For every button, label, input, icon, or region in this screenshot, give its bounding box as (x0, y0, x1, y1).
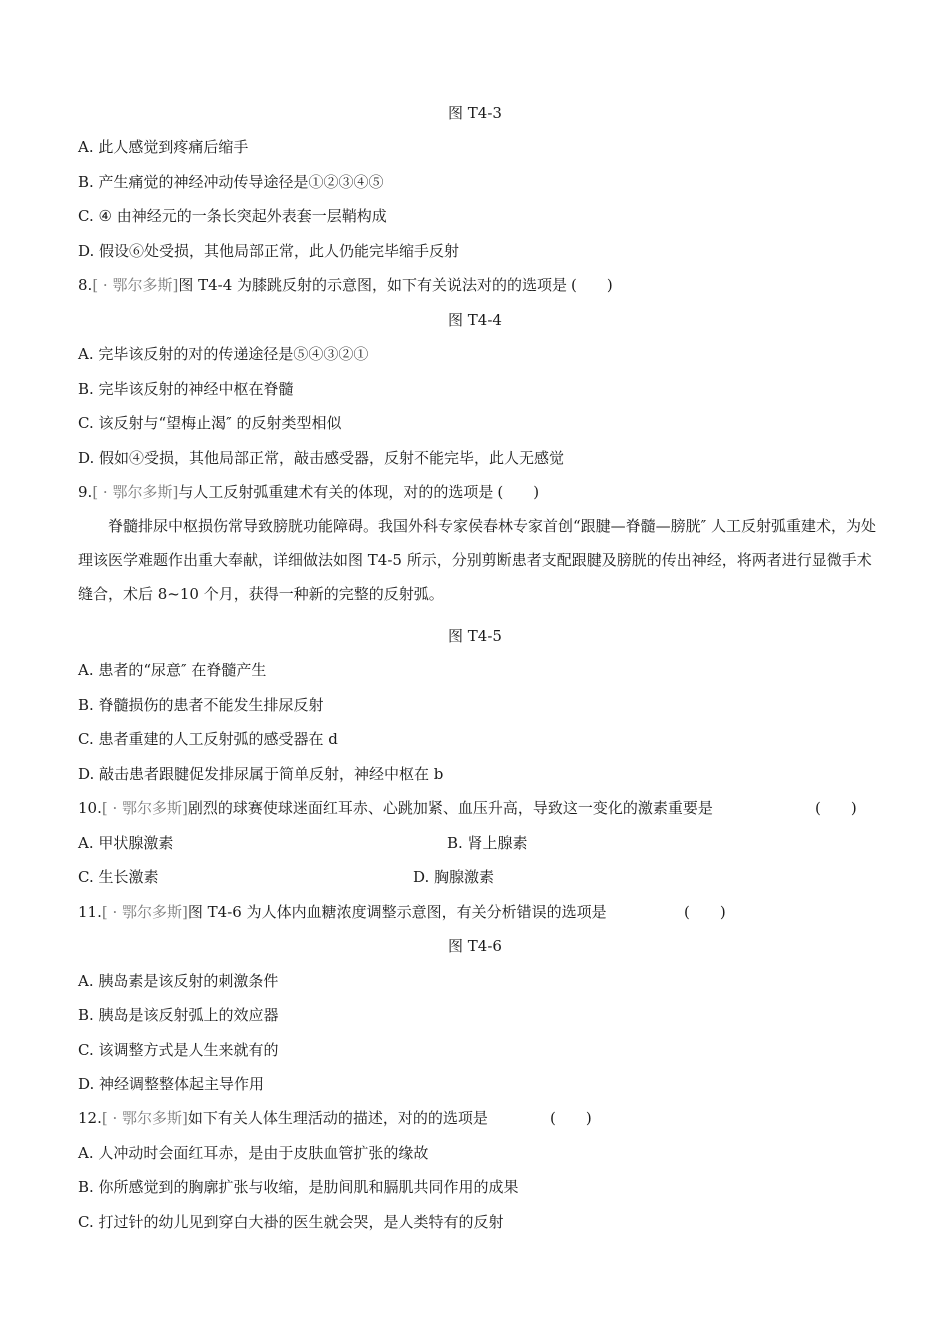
q11-answer-bracket: ( ) (684, 903, 726, 921)
figure-caption-t4-6: 图 T4-6 (448, 937, 502, 955)
q11-option-c: C. 该调整方式是人生来就有的 (78, 1041, 279, 1059)
question-number: 9. (78, 483, 93, 501)
answer-bracket: ( ) (497, 483, 540, 501)
q8-stem (78, 275, 613, 295)
question-source: [ · 鄂尔多斯] (101, 903, 188, 921)
q10-answer-bracket: ( ) (815, 799, 857, 817)
q10-stem (78, 798, 713, 818)
q11-stem (78, 902, 607, 922)
q8-option-c: C. 该反射与“望梅止渴″ 的反射类型相似 (78, 414, 342, 432)
question-text: 图 T4-6 为人体内血糖浓度调整示意图，有关分析错误的选项是 (187, 903, 607, 921)
q9-option-d: D. 敲击患者跟腱促发排尿属于简单反射，神经中枢在 b (78, 765, 444, 783)
answer-bracket: ( ) (571, 276, 613, 294)
q11-option-b: B. 胰岛是该反射弧上的效应器 (78, 1006, 279, 1024)
q11-option-d: D. 神经调整整体起主导作用 (78, 1075, 265, 1093)
q12-option-c: C. 打过针的幼儿见到穿白大褂的医生就会哭，是人类特有的反射 (78, 1213, 504, 1231)
question-number: 11. (78, 903, 102, 921)
q10-option-b: B. 肾上腺素 (447, 834, 528, 852)
q11-option-a: A. 胰岛素是该反射的刺激条件 (78, 972, 279, 990)
q12-option-a: A. 人冲动时会面红耳赤，是由于皮肤血管扩张的缘故 (78, 1144, 429, 1162)
q8-option-a: A. 完毕该反射的对的传递途径是⑤④③②① (78, 345, 369, 363)
q7-option-d: D. 假设⑥处受损，其他局部正常，此人仍能完毕缩手反射 (78, 242, 460, 260)
question-number: 8. (78, 276, 93, 294)
q12-answer-bracket: ( ) (550, 1109, 592, 1127)
figure-caption-t4-4: 图 T4-4 (448, 311, 502, 329)
question-source: [ · 鄂尔多斯] (101, 799, 188, 817)
q8-option-b: B. 完毕该反射的神经中枢在脊髓 (78, 380, 294, 398)
q12-stem (78, 1108, 488, 1128)
q10-option-c: C. 生长激素 (78, 868, 159, 886)
q9-option-a: A. 患者的“尿意″ 在脊髓产生 (78, 661, 267, 679)
question-number: 12. (78, 1109, 102, 1127)
question-source: [ · 鄂尔多斯] (92, 276, 179, 294)
question-text: 剧烈的球赛使球迷面红耳赤、心跳加紧、血压升高，导致这一变化的激素重要是 (187, 799, 713, 817)
q9-stem (78, 482, 539, 502)
question-number: 10. (78, 799, 102, 817)
q12-option-b: B. 你所感觉到的胸廓扩张与收缩，是肋间肌和膈肌共同作用的成果 (78, 1178, 519, 1196)
figure-caption-t4-5: 图 T4-5 (448, 627, 502, 645)
question-text: 图 T4-4 为膝跳反射的示意图，如下有关说法对的的选项是 (178, 276, 568, 294)
question-text: 如下有关人体生理活动的描述，对的的选项是 (187, 1109, 488, 1127)
question-source: [ · 鄂尔多斯] (92, 483, 179, 501)
q7-option-c: C. ④ 由神经元的一条长突起外表套一层鞘构成 (78, 207, 387, 225)
q9-option-c: C. 患者重建的人工反射弧的感受器在 d (78, 730, 338, 748)
question-source: [ · 鄂尔多斯] (101, 1109, 188, 1127)
q9-option-b: B. 脊髓损伤的患者不能发生排尿反射 (78, 696, 324, 714)
q7-option-a: A. 此人感觉到疼痛后缩手 (78, 138, 249, 156)
q7-option-b: B. 产生痛觉的神经冲动传导途径是①②③④⑤ (78, 173, 384, 191)
question-text: 与人工反射弧重建术有关的体现，对的的选项是 (178, 483, 494, 501)
q8-option-d: D. 假如④受损，其他局部正常，敲击感受器，反射不能完毕，此人无感觉 (78, 449, 565, 467)
q10-option-d: D. 胸腺激素 (413, 868, 495, 886)
q9-passage: 脊髓排尿中枢损伤常导致膀胱功能障碍。我国外科专家侯春林专家首创“跟腱—脊髓—膀胱″ 人工反射弧重建术，为处理该医学难题作出重大奉献，详细做法如图 T4-5 所示，分别剪断患者支配跟腱及膀胱的传出神经，将两者进行显微手术缝合，术后 8~10 个月，获得一种新的完整的反射弧。 (78, 517, 877, 603)
q10-option-a: A. 甲状腺激素 (78, 834, 174, 852)
figure-caption-t4-3: 图 T4-3 (448, 104, 502, 122)
